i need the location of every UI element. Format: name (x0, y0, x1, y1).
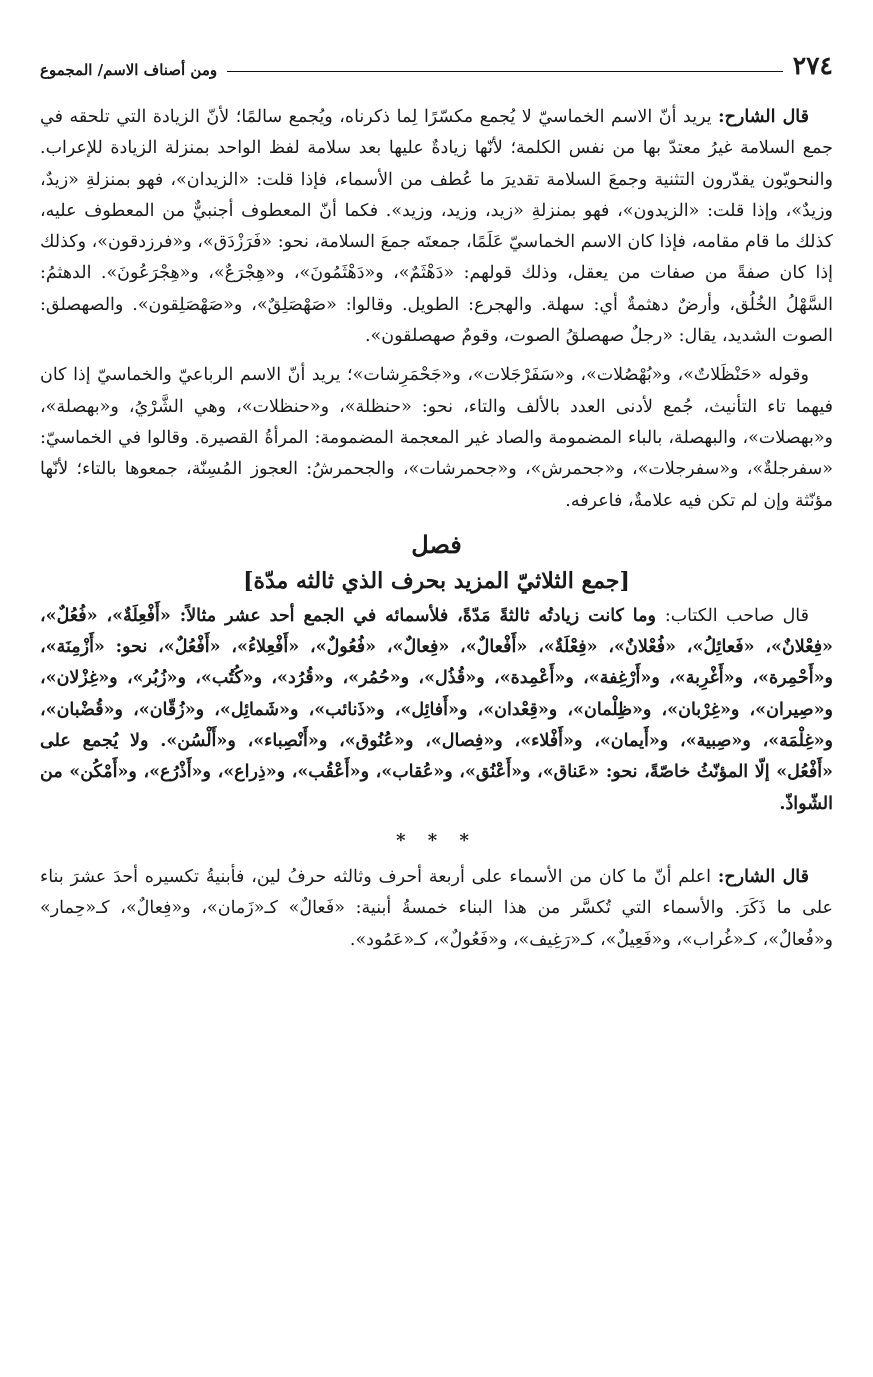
page-number: ٢٧٤ (792, 51, 833, 80)
commentator-label-2: قال الشارح: (717, 866, 809, 887)
commentary-paragraph-2 (40, 360, 833, 516)
section-heading: فصل (411, 529, 462, 559)
commentator-label: قال الشارح: (718, 107, 809, 127)
commentary-text-2: وقوله «حَنْظَلاتٌ»، و«بُهْصُلات»، و«سَفَرْجَلات»، و«جَحْمَرِشات»؛ يريد أنّ الاسم الرباعيّ والخماسيّ إذا كان فيهما تاء التأنيث، جُمع لأدنى العدد بالألف والتاء، نحو: «حنظلة»، و«حنظلات»، وهي الشَّرْيُ، و«بهصلة»، و«بهصلات»، والبهصلة، بالباء المضمومة والصاد غير المعجمة المضمومة: المرأةُ القصيرة. وقالوا في الخماسيّ: «سفرجلةٌ»، و«سفرجلات»، و«جحمرش»، و«جحمرشات»، والجحمرشُ: العجوز المُسِنّة، جمعوها بالتاء؛ لأنّها مؤنّثة وإن لم تكن فيه علامةٌ، فاعرفه. (40, 365, 833, 511)
section-divider: * * * (396, 829, 477, 851)
commentary-paragraph-1 (40, 102, 833, 352)
commentary-paragraph-3 (40, 862, 833, 956)
commentary-text-3: اعلم أنّ ما كان من الأسماء على أربعة أحرف وثالثه حرفُ لين، فأبنيةُ تكسيره أحدَ عشرَ بناء على ما ذَكَرَ. والأسماء التي تُكسَّر من هذا البناء خمسةُ أبنية: «فَعالٌ» كـ«زَمان»، و«فِعالٌ»، كـ«حِمار» و«فُعالٌ»، كـ«غُراب»، و«فَعِيلٌ»، كـ«رَغِيف»، و«فَعُولٌ»، كـ«عَمُود». (40, 866, 833, 950)
header-rule (227, 71, 783, 72)
author-text-paragraph (40, 601, 833, 820)
section-subheading: [جمع الثلاثيّ المزيد بحرف الذي ثالثه مدّة] (243, 567, 630, 594)
commentary-text-1: يريد أنّ الاسم الخماسيّ لا يُجمع مكسّرًا لِما ذكرناه، ويُجمع سالمًا؛ لأنّ الزيادة التي تلحقه في جمع السلامة غيرُ معتدّ بها من نفس الكلمة؛ لأنّها زيادةٌ عليها بعد سلامة لفظ الواحد بمنزلة الزيادة للإعراب. والنحويّون يقدّرون التثنية وجمعَ السلامة تقديرَ ما عُطف من الأسماء، فإذا قلت: «الزيدان»، فهو بمنزلةِ «زيدٌ، وزيدٌ»، وإذا قلت: «الزيدون»، فهو بمنزلةِ «زيد، وزيد، وزيد». فكما أنّ المعطوف أجنبيٌّ من المعطوف عليه، كذلك ما قام مقامه، فإذا كان الاسم الخماسيّ عَلَمًا، جمعتَه جمعَ السلامة، نحو: «فَرَزْدَق»، و«فرزدقون»، وكذلك إذا كان صفةً من صفات من يعقل، وذلك قولهم: «دَهْثَمٌ»، و«دَهْثَمُونَ»، و«هِجْرَعٌ»، و«هِجْرَعُونَ». الدهثمُ: السَّهْلُ الخُلُق، وأرضٌ دهثمةٌ أي: سهلة. والهجرع: الطويل. وقالوا: «صَهْصَلِقٌ»، و«صَهْصَلِقون». والصهصلق: الصوت الشديد، يقال: «رجلٌ صهصلقُ الصوت، وقومٌ صهصلقون». (40, 107, 833, 347)
author-text: وما كانت زيادتُه ثالثةً مَدّةً، فلأسمائه في الجمع أحد عشر مثالاً: «أَفْعِلَةٌ»، «فُعُلٌ»، «فِعْلانٌ»، «فَعائِلُ»، «فُعْلانٌ»، «فِعْلَةٌ»، «أَفْعالٌ»، «فِعالٌ»، «فُعُولٌ»، «أَفْعِلاءُ»، «أَفْعُلٌ»، نحو: «أَزْمِنَة»، و«أَحْمِرة»، و«أَغْرِبة»، و«أَرْغِفة»، و«أَعْمِدة»، و«قُذُل»، و«حُمُر»، و«قُرُد»، و«كُتُب»، و«زُبُر»، و«غِزْلان»، و«صِيران»، و«غِرْبان»، و«ظِلْمان»، و«قِعْدان»، و«أَفائِل»، و«ذَنائب»، و«شَمائِل»، و«زُقّان»، و«قُضْبان»، و«غِلْمَة»، و«صِبية»، و«أَيمان»، و«أَفْلاء»، و«فِصال»، و«عُنُوق»، و«أَنْصِباء»، و«أَلْسُن». ولا يُجمع على «أَفْعُل» إلّا المؤنّثُ خاصّةً، نحو: «عَناق»، و«أَعْنُق»، و«عُقاب»، و«أَعْقُب»، و«ذِراع»، و«أَذْرُع»، و«أَمْكُن» من الشّواذّ. (40, 605, 833, 814)
author-label: قال صاحب الكتاب: (664, 605, 809, 626)
page-header (40, 44, 833, 78)
running-title: ومن أصناف الاسم/ المجموع (40, 61, 218, 79)
